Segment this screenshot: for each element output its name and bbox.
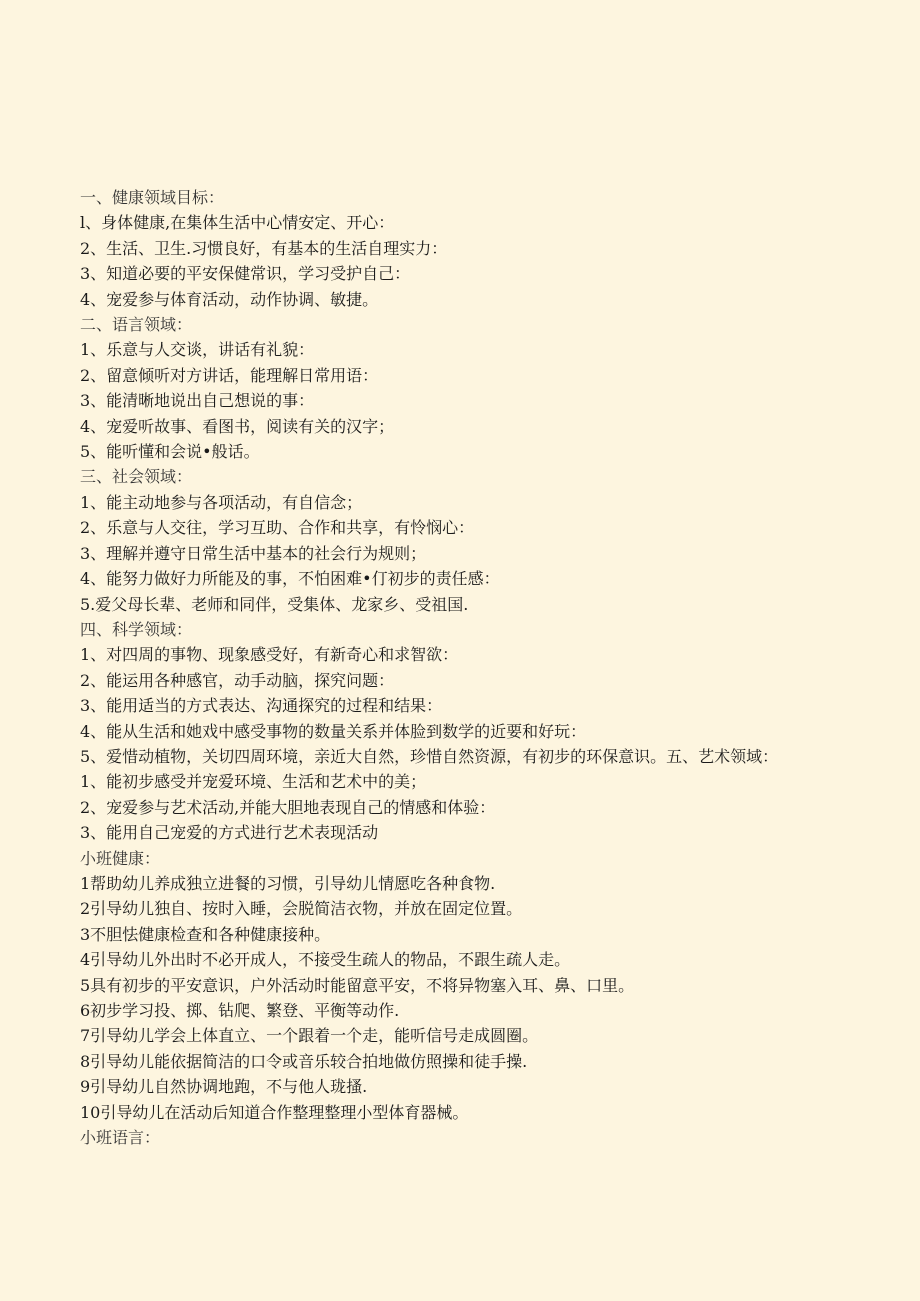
- list-item: 3、理解并遵守日常生活中基本的社会行为规则；: [80, 543, 427, 563]
- list-item: 4、能从生活和她戏中感受事物的数量关系并体脸到数学的近要和好玩：: [80, 721, 587, 741]
- list-item: 5、能听懂和会说•般话。: [80, 442, 260, 462]
- section-heading: 小班健康：: [80, 848, 161, 868]
- list-item: 2、生活、卫生.习惯良好，有基本的生活自理实力：: [80, 238, 448, 258]
- list-item: 4引导幼儿外出时不必开成人，不接受生疏人的物品，不跟生疏人走。: [80, 950, 571, 970]
- list-item: 1、能初步感受并宠爱环境、生活和艺术中的美；: [80, 772, 427, 792]
- list-item: 3不胆怯健康检查和各种健康接种。: [80, 924, 331, 944]
- list-item: 2、能运用各种感官，动手动脑，探究问题：: [80, 670, 395, 690]
- section-heading: 三、社会领域：: [80, 467, 193, 487]
- list-item: l、身体健康,在集体生活中心情安定、开心：: [80, 213, 395, 233]
- list-item: 4、宠爱参与体育活动，动作协调、敏捷。: [80, 289, 379, 309]
- list-item: 10引导幼儿在活动后知道合作整理整理小型体育器械。: [80, 1102, 469, 1122]
- section-heading: 小班语言：: [80, 1128, 161, 1148]
- list-item: 2、宠爱参与艺术活动,并能大胆地表现自己的情感和体验：: [80, 797, 496, 817]
- section-heading: 四、科学领域：: [80, 619, 193, 639]
- list-item: 2、乐意与人交往，学习互助、合作和共享，有怜悯心：: [80, 518, 475, 538]
- list-item: 7引导幼儿学会上体直立、一个跟着一个走，能听信号走成圆圈。: [80, 1026, 539, 1046]
- list-item: 5.爱父母长辈、老师和同伴，受集体、龙家乡、受祖国.: [80, 594, 469, 614]
- list-item: 2引导幼儿独自、按时入睡，会脱简洁衣物，并放在固定位置。: [80, 899, 523, 919]
- section-heading: 二、语言领域：: [80, 315, 193, 335]
- list-item: 5具有初步的平安意识，户外活动时能留意平安，不将异物塞入耳、鼻、口里。: [80, 975, 635, 995]
- list-item: 5、爱惜动植物，关切四周环境，亲近大自然，珍惜自然资源，有初步的环保意识。五、艺术领域：: [80, 746, 779, 766]
- list-item: 1、乐意与人交谈，讲话有礼貌：: [80, 340, 315, 360]
- list-item: 9引导幼儿自然协调地跑，不与他人珑搔.: [80, 1077, 368, 1097]
- list-item: 1、对四周的事物、现象感受好，有新奇心和求智欲：: [80, 645, 459, 665]
- list-item: 3、能用适当的方式表达、沟通探究的过程和结果：: [80, 696, 443, 716]
- list-item: 8引导幼儿能依据简洁的口令或音乐较合拍地做仿照操和徒手操.: [80, 1051, 528, 1071]
- list-item: 3、能用自己宠爱的方式进行艺术表现活动: [80, 823, 379, 843]
- document-body: [80, 185, 850, 1150]
- list-item: 2、留意倾听对方讲话，能理解日常用语：: [80, 365, 379, 385]
- list-item: 3、能清晰地说出自己想说的事：: [80, 391, 315, 411]
- list-item: 4、能努力做好力所能及的事，不怕困难•仃初步的责任感：: [80, 569, 500, 589]
- list-item: 1帮助幼儿养成独立进餐的习惯，引导幼儿情愿吃各种食物.: [80, 873, 496, 893]
- section-heading: 一、健康领域目标：: [80, 188, 225, 207]
- list-item: 6初步学习投、掷、钻爬、繁登、平衡等动作.: [80, 1001, 400, 1020]
- list-item: 4、宠爱听故事、看图书，阅读有关的汉字；: [80, 416, 395, 436]
- list-item: 1、能主动地参与各项活动，有自信念；: [80, 492, 363, 512]
- list-item: 3、知道必要的平安保健常识，学习受护自己：: [80, 264, 411, 284]
